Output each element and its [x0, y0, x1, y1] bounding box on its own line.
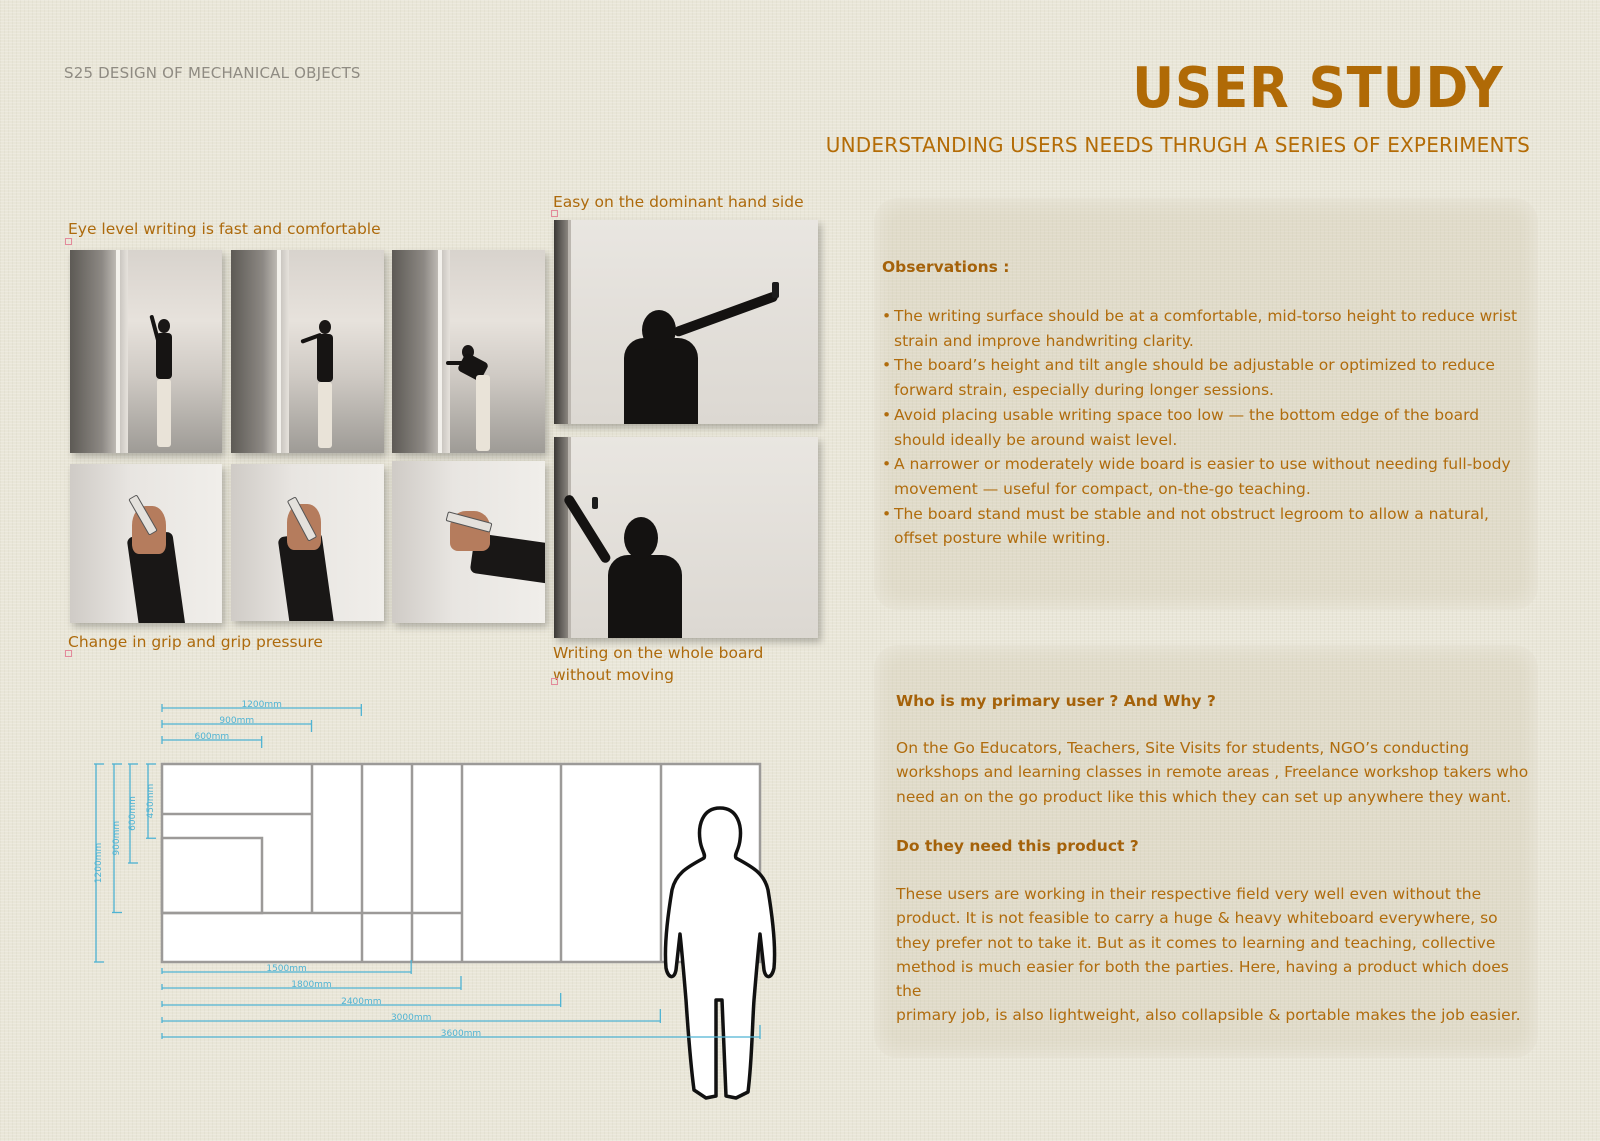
photo-eye-level-3 [392, 250, 545, 453]
caption-eye-level: Eye level writing is fast and comfortable [68, 220, 381, 238]
answer-line: These users are working in their respective field very well even without the [896, 885, 1482, 903]
answer-line: method is much easier for both the parties. Here, having a product which does the [896, 957, 1509, 1001]
answer-line: primary job, is also lightweight, also collapsible & portable makes the job easier. [896, 1006, 1521, 1025]
dimension-label-left: 600mm [128, 796, 138, 831]
photo-dominant-hand [554, 220, 818, 424]
need-product-question: Do they need this product ? [896, 837, 1139, 855]
caption-dominant-hand: Easy on the dominant hand side [553, 193, 804, 211]
page-title: USER STUDY [1132, 56, 1504, 121]
observation-item [882, 452, 1522, 501]
answer-line: they prefer not to take it. But as it comes to learning and teaching, collective [896, 933, 1496, 952]
dimension-label-top: 1200mm [241, 700, 282, 710]
caption-whole-board-line1: Writing on the whole board [553, 644, 764, 662]
observation-line: forward strain, especially during longer sessions. [894, 381, 1274, 400]
answer-line: product. It is not feasible to carry a huge & heavy whiteboard everywhere, so [896, 909, 1498, 928]
answer-line: On the Go Educators, Teachers, Site Visits for students, NGO’s conducting [896, 739, 1470, 757]
selection-marker [551, 678, 558, 685]
photo-grip-1 [70, 464, 222, 623]
observation-line: Avoid placing usable writing space too low — the bottom edge of the board [894, 405, 1480, 424]
photo-grip-2 [231, 464, 384, 621]
observation-line: The board’s height and tilt angle should be adjustable or optimized to reduce [894, 356, 1495, 375]
observation-line: should ideally be around waist level. [894, 430, 1178, 449]
dimension-label-left: 1200mm [94, 842, 104, 884]
photo-eye-level-1 [70, 250, 222, 453]
dimension-label-bottom: 2400mm [341, 997, 382, 1007]
dimension-label-bottom: 1500mm [266, 964, 307, 974]
dimension-label-bottom: 3000mm [390, 1013, 432, 1023]
observation-item [882, 403, 1522, 452]
caption-grip: Change in grip and grip pressure [68, 633, 323, 651]
dimension-label-left: 450mm [146, 783, 156, 819]
selection-marker [65, 238, 72, 245]
dimension-label-bottom: 1800mm [291, 980, 332, 990]
observations-title: Observations : [882, 258, 1010, 276]
dimension-label-top: 600mm [194, 732, 230, 742]
photo-whole-board [554, 437, 818, 638]
page-subtitle: UNDERSTANDING USERS NEEDS THRUGH A SERIES OF EXPERIMENTS [825, 133, 1530, 157]
observation-line: strain and improve handwriting clarity. [894, 331, 1194, 350]
primary-user-question: Who is my primary user ? And Why ? [896, 692, 1216, 710]
need-product-answer [896, 882, 1536, 1028]
caption-whole-board-line2: without moving [553, 666, 674, 684]
observation-item [882, 353, 1522, 402]
answer-line: need an on the go product like this which they can set up anywhere they want. [896, 787, 1512, 806]
observation-item [882, 502, 1522, 551]
observations-list [882, 304, 1522, 551]
board-dimension-diagram [90, 700, 790, 1110]
observation-line: A narrower or moderately wide board is easier to use without needing full-body [894, 455, 1511, 474]
photo-eye-level-2 [231, 250, 384, 453]
dimension-label-bottom: 3600mm [440, 1029, 482, 1039]
answer-line: workshops and learning classes in remote areas , Freelance workshop takers who [896, 763, 1529, 782]
dimension-label-top: 900mm [219, 716, 255, 726]
selection-marker [65, 650, 72, 657]
observation-line: offset posture while writing. [894, 529, 1111, 548]
observation-line: The writing surface should be at a comfortable, mid-torso height to reduce wrist [894, 307, 1518, 325]
observation-line: movement — useful for compact, on-the-go teaching. [894, 479, 1311, 498]
observation-item [882, 304, 1522, 353]
primary-user-answer [896, 736, 1536, 809]
course-label: S25 DESIGN OF MECHANICAL OBJECTS [64, 64, 361, 82]
dimension-label-left: 900mm [112, 820, 122, 856]
observation-line: The board stand must be stable and not obstruct legroom to allow a natural, [894, 504, 1489, 523]
selection-marker [551, 210, 558, 217]
photo-grip-3 [392, 461, 545, 623]
